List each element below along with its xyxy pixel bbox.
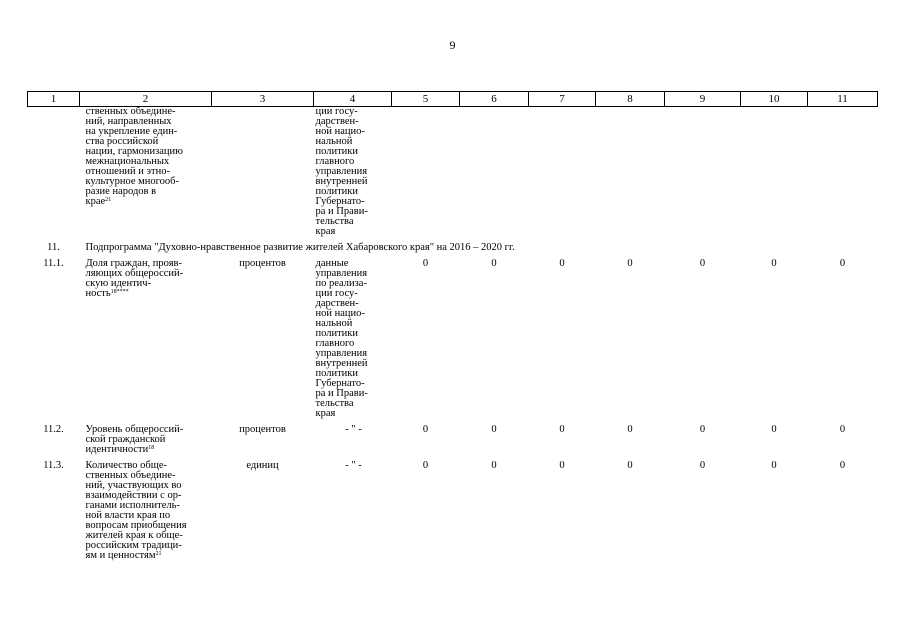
value-cell: 0	[627, 424, 633, 435]
data-source: - " -	[345, 460, 362, 471]
value-cell: 0	[839, 424, 846, 435]
indicator-name: Доля граждан, прояв- ляющих общероссий- скую идентич- ность$^{18****}$	[85, 258, 184, 299]
unit: процентов	[239, 424, 286, 435]
value-cell: 0	[422, 258, 429, 269]
row-number: 11.1.	[43, 258, 64, 269]
value-cell: 0	[491, 460, 497, 471]
table-row	[28, 461, 878, 561]
indicator-name: Уровень общероссий- ской гражданской идентичности$^{18}$	[85, 424, 184, 455]
value-cell: 0	[422, 424, 429, 435]
value-cell: 0	[627, 258, 633, 269]
value-cell: 0	[559, 424, 565, 435]
row-number: 11.2.	[43, 424, 64, 435]
continuation-source: ции госу- дарствен- ной нацио- нальной политики главного управления внутренней политики Губернато- ра и Прави- тельства края	[315, 106, 368, 237]
subprogram-row	[28, 243, 878, 253]
data-source: - " -	[345, 424, 362, 435]
indicators-table	[27, 91, 878, 561]
col-header: 4	[314, 92, 392, 107]
col-header: 6	[460, 92, 529, 107]
value-cell: 0	[699, 460, 706, 471]
value-cell: 0	[839, 258, 846, 269]
indicator-name: Количество обще- ственных объедине- ний, участвующих во взаимодействии с ор- ганами исполнитель- ной власти края по вопросам приобщения жителей края к обще- российским традици- ям и ценностям$^{21}$	[85, 460, 187, 561]
col-header: 10	[741, 92, 808, 107]
continuation-indicator: ственных объедине- ний, направленных на укрепление един- ства российской нации, гармонизацию межнациональных отношений и этно- культурное многооб- разие народов в крае$^{21}$	[85, 106, 183, 207]
value-cell: 0	[627, 460, 633, 471]
value-cell: 0	[422, 460, 429, 471]
col-header: 8	[596, 92, 665, 107]
value-cell: 0	[559, 258, 565, 269]
row-number: 11.3.	[43, 460, 64, 471]
value-cell: 0	[839, 460, 846, 471]
col-header: 3	[212, 92, 314, 107]
col-header: 2	[80, 92, 212, 107]
col-header: 5	[392, 92, 460, 107]
value-cell: 0	[699, 424, 706, 435]
data-source: данные управления по реализа- ции госу- дарствен- ной нацио- нальной политики главного управления внутренней политики Губернато- ра и Прави- тельства края	[315, 258, 368, 419]
col-header: 11	[808, 92, 878, 107]
value-cell: 0	[559, 460, 565, 471]
page-number: 9	[449, 38, 456, 52]
value-cell: 0	[491, 424, 497, 435]
col-header: 7	[529, 92, 596, 107]
value-cell: 0	[771, 424, 777, 435]
unit: единиц	[246, 460, 279, 471]
col-header: 9	[665, 92, 741, 107]
unit: процентов	[239, 258, 286, 269]
table-row	[28, 425, 878, 455]
subprogram-title: Подпрограмма "Духовно-нравственное развитие жителей Хабаровского края" на 2016 – 2020 гг.	[85, 242, 515, 253]
continuation-row	[28, 107, 878, 238]
col-header: 1	[28, 92, 80, 107]
subprogram-number: 11.	[47, 242, 60, 253]
table-row	[28, 259, 878, 419]
value-cell: 0	[771, 258, 777, 269]
column-number-header	[28, 92, 878, 107]
value-cell: 0	[699, 258, 706, 269]
value-cell: 0	[491, 258, 497, 269]
value-cell: 0	[771, 460, 777, 471]
